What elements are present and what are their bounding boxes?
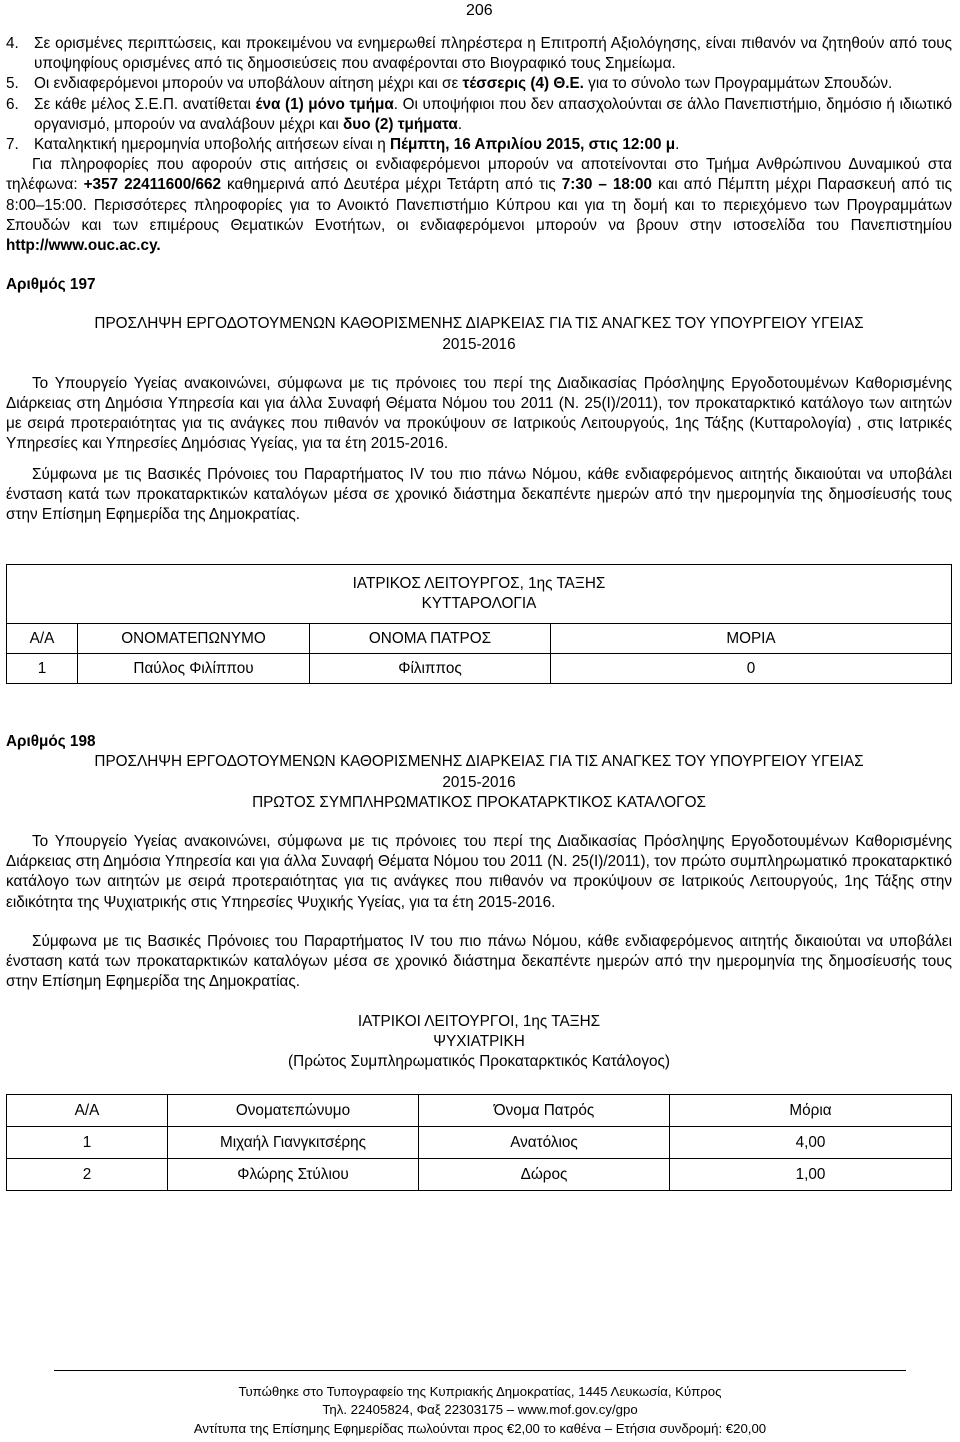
website-link[interactable]: http://www.ouc.ac.cy. (6, 237, 161, 255)
notice-title-line: 2015-2016 (442, 335, 516, 353)
table-cell: Ανατόλιος (419, 1127, 670, 1159)
item-bold-text: τέσσερις (4) Θ.Ε. (462, 75, 584, 93)
table-header-row (7, 624, 952, 654)
notice-197-paragraph-2: Σύμφωνα με τις Βασικές Πρόνοιες του Παραρτήματος IV του πιο πάνω Νόμου, κάθε ενδιαφερόμενος αιτητής δικαιούται να υποβάλει ένσταση κατά των προκαταρκτικών καταλόγων μέσα σε χρονικό διάστημα δεκαπέντε ημερών από την ημερομηνία της δημοσίευσής τους στην Επίσημη Εφημερίδα της Δημοκρατίας. (6, 465, 952, 524)
item-text: Σε ορισμένες περιπτώσεις, και προκειμένου να ενημερωθεί πληρέστερα η Επιτροπή Αξιολόγησης, είναι πιθανόν να ζητηθούν από τους υποψηφίους ορισμένες από τις δημοσιεύσεις που αναφέρονται στο Βιογραφικό τους Σημείωμα. (34, 35, 952, 73)
notice-title-line: ΠΡΩΤΟΣ ΣΥΜΠΛΗΡΩΜΑΤΙΚΟΣ ΠΡΟΚΑΤΑΡΚΤΙΚΟΣ ΚΑΤΑΛΟΓΟΣ (252, 793, 706, 811)
notice-197-paragraph-1: Το Υπουργείο Υγείας ανακοινώνει, σύμφωνα με τις πρόνοιες του περί της Διαδικασίας Πρόσληψης Εργοδοτουμένων Καθορισμένης Διάρκειας στη Δημόσια Υπηρεσία και για άλλα Συναφή Θέματα Νόμου του 2011 (Ν. 25(Ι)/2011), τον προκαταρκτικό κατάλογο των αιτητών με σειρά προτεραιότητας για τις ανάγκες που πιθανόν να προκύψουν σε Ιατρικούς Λειτουργούς, 1ης Τάξης (Κυτταρολογία) , στις Ιατρικές Υπηρεσίες και Υπηρεσίες Δημόσιας Υγείας, για τα έτη 2015-2016. (6, 374, 952, 453)
table-row (7, 1159, 952, 1191)
office-hours: 7:30 – 18:00 (561, 176, 653, 194)
table-row (7, 1127, 952, 1159)
item-text (34, 74, 952, 94)
table-cell: Μιχαήλ Γιανγκιτσέρης (168, 1127, 419, 1159)
column-header: Α/Α (7, 1095, 168, 1127)
item-number: 4. (6, 35, 19, 52)
list-item-7 (6, 135, 952, 155)
notice-197-heading: Αριθμός 197 (6, 276, 96, 294)
table-header-row (7, 1095, 952, 1127)
item-text-part: Οι ενδιαφερόμενοι μπορούν να υποβάλουν αίτηση μέχρι και σε (34, 75, 463, 93)
column-header: ΜΟΡΙΑ (551, 624, 952, 654)
notice-198-table (6, 1094, 952, 1191)
page-number: 206 (466, 2, 493, 19)
phone-number: +357 22411600/662 (83, 176, 222, 194)
item-number: 6. (6, 95, 19, 113)
info-paragraph (6, 155, 952, 256)
table-title-line: ΙΑΤΡΙΚΟΙ ΛΕΙΤΟΥΡΓΟΙ, 1ης ΤΑΞΗΣ (357, 1012, 601, 1030)
table-cell: Παύλος Φιλίππου (78, 654, 310, 684)
info-text: και από Πέμπτη μέχρι Παρασκευή από τις 8:00–15:00. Περισσότερες πληροφορίες για το Ανοικτό Πανεπιστήμιο Κύπρου και για τη δομή και το περιεχόμενο των Προγραμμάτων Σπουδών και των επιμέρους Θεματικών Ενοτήτων, οι ενδιαφερόμενοι μπορούν να βρουν στην ιστοσελίδα του Πανεπιστημίου (6, 176, 953, 234)
item-text (34, 95, 952, 135)
notice-title-line: ΠΡΟΣΛΗΨΗ ΕΡΓΟΔΟΤΟΥΜΕΝΩΝ ΚΑΘΟΡΙΣΜΕΝΗΣ ΔΙΑΡΚΕΙΑΣ ΓΙΑ ΤΙΣ ΑΝΑΓΚΕΣ ΤΟΥ ΥΠΟΥΡΓΕΙΟΥ ΥΓΕΙΑΣ (94, 315, 864, 333)
item-number: 5. (6, 75, 19, 93)
column-header: ΟΝΟΜΑΤΕΠΩΝΥΜΟ (78, 624, 310, 654)
table-cell: 0 (551, 654, 952, 684)
notice-198-paragraph-1: Το Υπουργείο Υγείας ανακοινώνει, σύμφωνα με τις πρόνοιες του περί της Διαδικασίας Πρόσληψης Εργοδοτουμένων Καθορισμένης Διάρκειας στη Δημόσια Υπηρεσία και για άλλα Συναφή Θέματα Νόμου του 2011 (Ν. 25(Ι)/2011), τον πρώτο συμπληρωματικό προκαταρκτικό κατάλογο των αιτητών με σειρά προτεραιότητας για τις ανάγκες που πιθανόν να προκύψουν σε Ιατρικούς Λειτουργούς, 1ης Τάξης στην ειδικότητα της Ψυχιατρικής στις Υπηρεσίες Ψυχικής Υγείας, για τα έτη 2015-2016. (6, 833, 952, 911)
item-text-part: . Οι υποψήφιοι που δεν απασχολούνται σε άλλο Πανεπιστήμιο, δημόσιο ή ιδιωτικό οργανισμό, μπορούν να αναλάβουν μέχρι και (34, 95, 952, 133)
item-number: 7. (6, 136, 19, 154)
column-header: Α/Α (7, 624, 78, 654)
table-cell: 1 (7, 654, 78, 684)
list-item-5 (6, 74, 952, 94)
item-bold-text: δυο (2) τμήματα (343, 115, 458, 133)
table-cell: 2 (7, 1159, 168, 1191)
item-text-part: Καταληκτική ημερομηνία υποβολής αιτήσεων είναι η (34, 136, 391, 154)
notice-title-line: 2015-2016 (442, 773, 516, 791)
footer-line: Τυπώθηκε στο Τυπογραφείο της Κυπριακής Δημοκρατίας, 1445 Λευκωσία, Κύπρος (238, 1384, 722, 1399)
item-text-part: Σε κάθε μέλος Σ.Ε.Π. ανατίθεται (34, 95, 256, 113)
column-header: Όνομα Πατρός (419, 1095, 670, 1127)
footer-line: Τηλ. 22405824, Φαξ 22303175 – www.mof.gov.cy/gpo (322, 1402, 638, 1418)
notice-198-title (6, 752, 952, 813)
notice-title-line: ΠΡΟΣΛΗΨΗ ΕΡΓΟΔΟΤΟΥΜΕΝΩΝ ΚΑΘΟΡΙΣΜΕΝΗΣ ΔΙΑΡΚΕΙΑΣ ΓΙΑ ΤΙΣ ΑΝΑΓΚΕΣ ΤΟΥ ΥΠΟΥΡΓΕΙΟΥ ΥΓΕΙΑΣ (94, 753, 864, 771)
info-text: Για πληροφορίες που αφορούν στις αιτήσεις οι ενδιαφερόμενοι μπορούν να αποτείνονται στο Τμήμα Ανθρώπινου Δυναμικού στα τηλέφωνα: (6, 156, 952, 194)
notice-198-table-title (6, 1012, 952, 1073)
table-cell: 1,00 (670, 1159, 952, 1191)
item-text-part: για το σύνολο των Προγραμμάτων Σπουδών. (583, 75, 893, 93)
notice-197-table (6, 564, 952, 684)
notice-198-paragraph-2: Σύμφωνα με τις Βασικές Πρόνοιες του Παραρτήματος IV του πιο πάνω Νόμου, κάθε ενδιαφερόμενος αιτητής δικαιούται να υποβάλει ένσταση κατά των προκαταρκτικών καταλόγων μέσα σε χρονικό διάστημα δεκαπέντε ημερών από την ημερομηνία της δημοσίευσής τους στην Επίσημη Εφημερίδα της Δημοκρατίας. (6, 932, 952, 991)
list-item-6 (6, 95, 952, 135)
table-cell: 4,00 (670, 1127, 952, 1159)
table-cell: Φίλιππος (310, 654, 551, 684)
table-cell: Φλώρης Στύλιου (168, 1159, 419, 1191)
footer (0, 1383, 960, 1438)
table-row (7, 654, 952, 684)
item-text-part: . (457, 115, 463, 133)
item-bold-text: ένα (1) μόνο τμήμα (255, 95, 394, 113)
table-cell: 1 (7, 1127, 168, 1159)
notice-198-heading: Αριθμός 198 (6, 733, 96, 751)
item-text-part: . (675, 136, 680, 154)
table-title-line: ΚΥΤΤΑΡΟΛΟΓΙΑ (421, 595, 537, 613)
column-header: Μόρια (670, 1095, 952, 1127)
table-cell: Δώρος (419, 1159, 670, 1191)
notice-197-title (6, 314, 952, 354)
column-header: Ονοματεπώνυμο (168, 1095, 419, 1127)
item-text (34, 135, 952, 155)
footer-divider (54, 1370, 906, 1371)
table-title (7, 565, 952, 624)
footer-line: Αντίτυπα της Επίσημης Εφημερίδας πωλούνται προς €2,00 το καθένα – Ετήσια συνδρομή: €20,00 (193, 1420, 767, 1436)
table-title-line: ΙΑΤΡΙΚΟΣ ΛΕΙΤΟΥΡΓΟΣ, 1ης ΤΑΞΗΣ (352, 575, 606, 593)
table-title-row (7, 565, 952, 624)
table-title-line: (Πρώτος Συμπληρωματικός Προκαταρκτικός Κατάλογος) (288, 1052, 670, 1070)
column-header: ΟΝΟΜΑ ΠΑΤΡΟΣ (310, 624, 551, 654)
item-bold-text: Πέμπτη, 16 Απριλίου 2015, στις 12:00 μ (390, 136, 676, 154)
info-text: καθημερινά από Δευτέρα μέχρι Τετάρτη από τις (221, 176, 562, 194)
page-content (6, 34, 952, 1191)
table-title-line: ΨΥΧΙΑΤΡΙΚΗ (433, 1032, 525, 1050)
list-item-4 (6, 34, 952, 74)
